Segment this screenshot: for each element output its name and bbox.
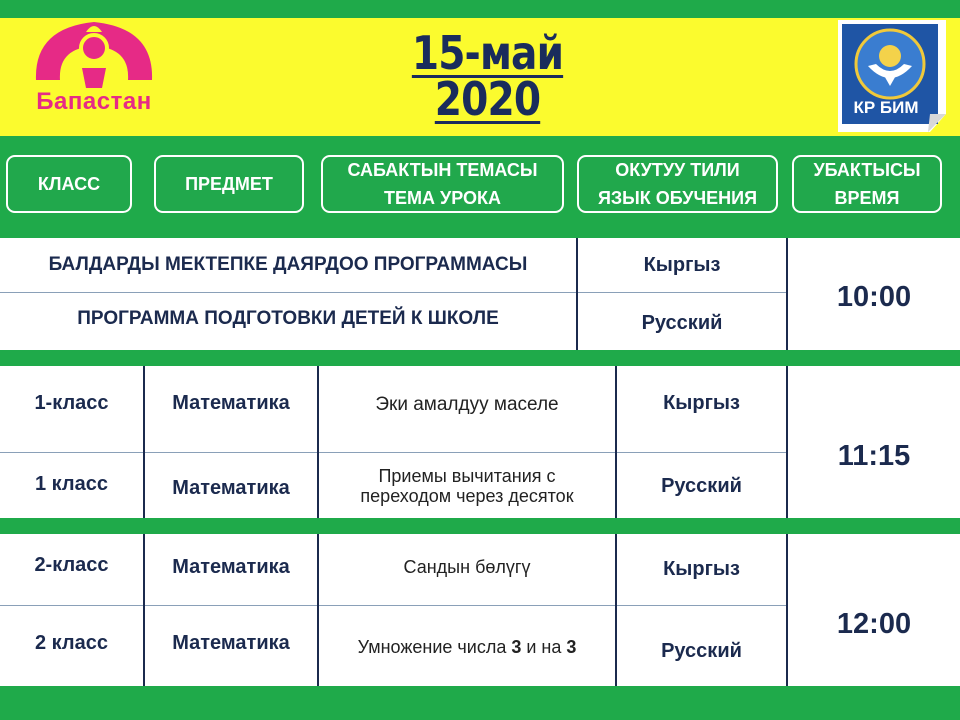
topic-part: и на: [521, 636, 567, 657]
topic-cell: Эки амалдуу маселе: [375, 394, 559, 415]
column-label-line2: ТЕМА УРОКА: [384, 188, 501, 208]
column-time-button[interactable]: [792, 155, 942, 213]
badge-text: КР БИМ: [853, 98, 919, 117]
topic-line1: Приемы вычитания с: [378, 466, 556, 486]
topic-cell: [319, 610, 615, 684]
language-cell: Русский: [661, 474, 742, 497]
subject-cell: Математика: [172, 391, 290, 414]
logo-text: Бaпacтaн: [36, 88, 152, 115]
program-name-ru: ПРОГРАММА ПОДГОТОВКИ ДЕТЕЙ К ШКОЛЕ: [77, 308, 499, 329]
program-block: [0, 238, 960, 350]
page-title: 15-май 2020: [411, 26, 564, 126]
class-cell: 2-класс: [34, 553, 109, 576]
subject-cell: Математика: [172, 555, 290, 578]
topic-part: Умножение числа: [357, 636, 512, 657]
column-label-line1: ПРЕДМЕТ: [185, 174, 273, 194]
subject-cell: Математика: [172, 631, 290, 654]
subject-cell: Математика: [172, 476, 290, 499]
column-subject-button[interactable]: [154, 155, 304, 213]
class-cell: 1-класс: [34, 391, 109, 414]
language-cell: Кыргыз: [643, 253, 721, 276]
class-cell: 2 класс: [34, 631, 108, 654]
time-cell: 11:15: [837, 439, 911, 472]
class-cell: 1 класс: [34, 472, 108, 495]
column-label-line1: САБАКТЫН ТЕМАСЫ: [347, 160, 538, 180]
column-label-line2: ЯЗЫК ОБУЧЕНИЯ: [597, 188, 758, 208]
topic-number: 3: [511, 636, 522, 657]
column-label-line1: УБАКТЫСЫ: [813, 160, 921, 180]
column-class-button[interactable]: [6, 155, 132, 213]
language-cell: Русский: [661, 639, 742, 662]
column-label-line2: ВРЕМЯ: [834, 188, 900, 208]
time-cell: 10:00: [836, 280, 912, 313]
grade1-block: [0, 366, 960, 518]
column-label-line1: КЛАСС: [37, 174, 101, 194]
language-cell: Кыргыз: [663, 391, 740, 414]
program-name-kg: БАЛДАРДЫ МЕКТЕПКЕ ДАЯРДОО ПРОГРАММАСЫ: [48, 254, 528, 275]
column-label-line1: ОКУТУУ ТИЛИ: [615, 160, 740, 180]
column-language-button[interactable]: [577, 155, 778, 213]
grade2-block: [0, 534, 960, 686]
topic-number: 3: [566, 636, 577, 657]
topic-line2: переходом через десяток: [360, 486, 574, 506]
column-topic-button[interactable]: [321, 155, 564, 213]
topic-cell: Сандын бөлүгү: [403, 556, 531, 577]
time-cell: 12:00: [836, 607, 912, 640]
language-cell: Русский: [641, 311, 723, 334]
topic-cell: [319, 454, 615, 518]
language-cell: Кыргыз: [663, 557, 740, 580]
